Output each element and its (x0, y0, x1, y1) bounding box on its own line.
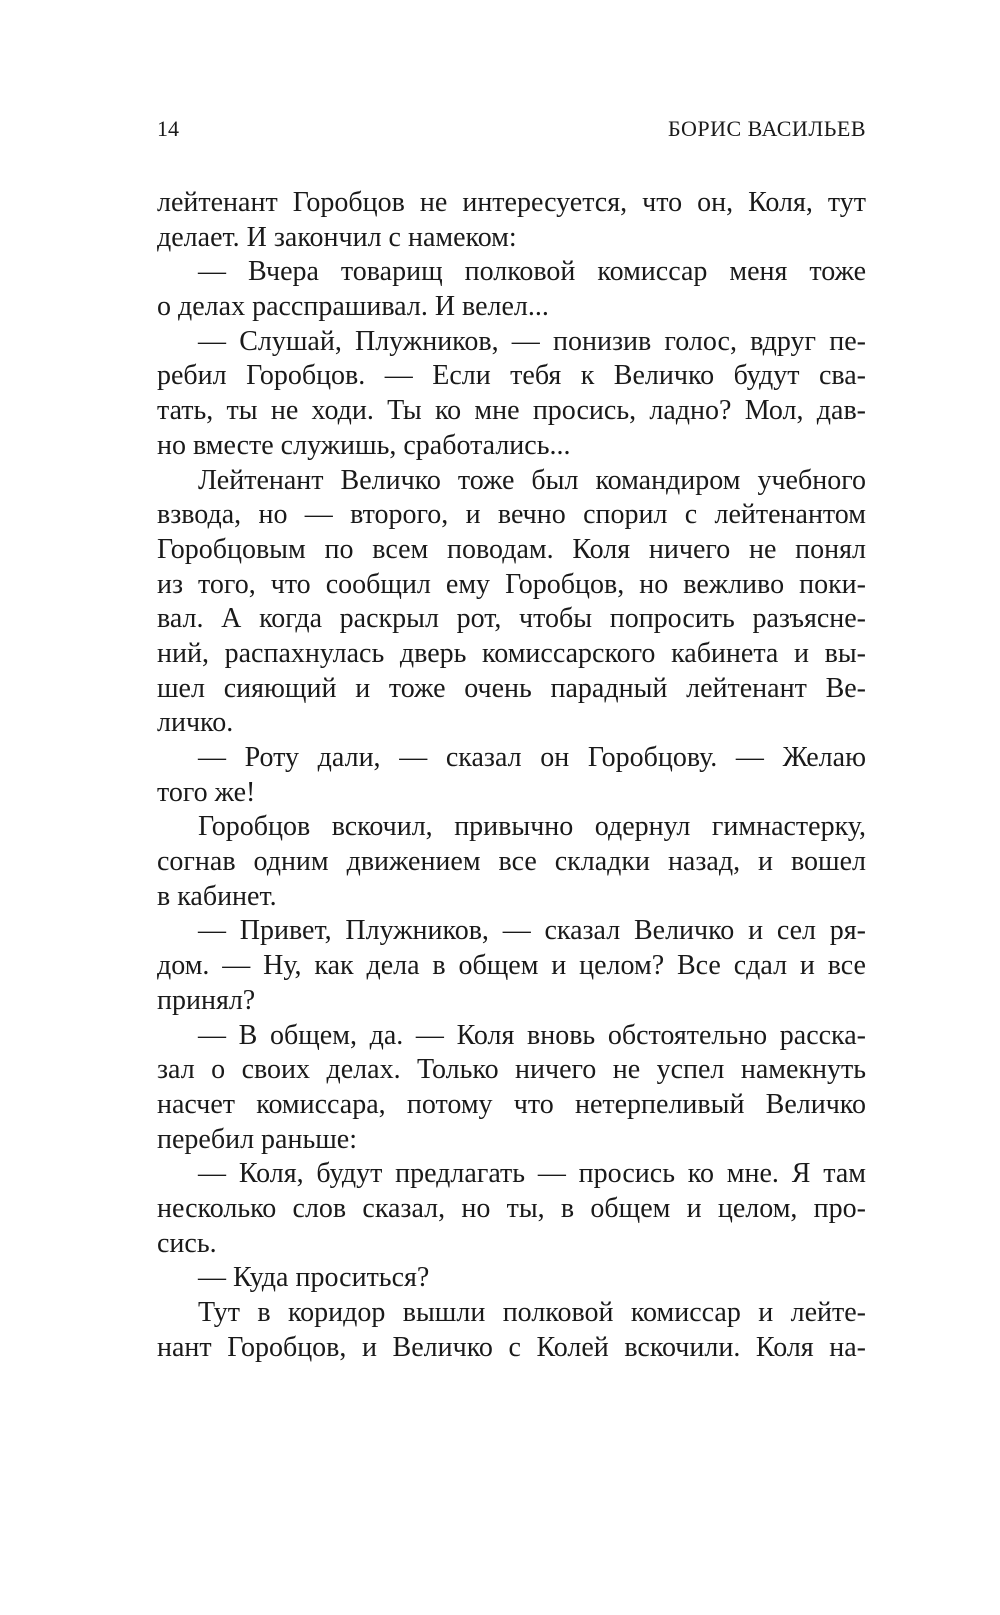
running-header (157, 116, 866, 150)
text-line: шел сияющий и тоже очень парадный лейтенант Ве- (157, 672, 866, 704)
page-number: 14 (157, 116, 179, 141)
text-line: Тут в коридор вышли полковой комиссар и лейте- (198, 1297, 866, 1328)
text-line: зал о своих делах. Только ничего не успел намекнуть (157, 1054, 866, 1086)
text-line: вал. А когда раскрыл рот, чтобы попросить разъясне- (157, 603, 866, 635)
text-line: — Вчера товарищ полковой комиссар меня тоже (198, 256, 866, 288)
text-line: делает. И закончил с намеком: (157, 221, 517, 253)
running-title-author: БОРИС ВАСИЛЬЕВ (668, 116, 866, 141)
text-line: дом. — Ну, как дела в общем и целом? Все сдал и все (157, 950, 866, 982)
text-line: из того, что сообщил ему Горобцов, но вежливо поки- (157, 568, 866, 600)
text-line: согнав одним движением все складки назад, и вошел (157, 846, 866, 878)
text-line: ребил Горобцов. — Если тебя к Величко будут сва- (157, 360, 866, 392)
text-line: но вместе служишь, сработались... (157, 429, 571, 461)
text-line: — Коля, будут предлагать — просись ко мне. Я там (198, 1158, 866, 1190)
text-line: взвода, но — второго, и вечно спорил с лейтенантом (157, 499, 866, 531)
text-line: — Привет, Плужников, — сказал Величко и сел ря- (198, 915, 866, 947)
text-line: ний, распахнулась дверь комиссарского кабинета и вы- (157, 637, 866, 669)
text-line: — В общем, да. — Коля вновь обстоятельно расска- (198, 1019, 866, 1051)
text-line: о делах расспрашивал. И велел... (157, 291, 549, 323)
text-line: перебил раньше: (157, 1123, 357, 1155)
text-line: того же! (157, 776, 256, 808)
text-line: сись. (157, 1227, 217, 1259)
text-line: тать, ты не ходи. Ты ко мне просись, ладно? Мол, дав- (157, 395, 866, 427)
text-line: в кабинет. (157, 880, 277, 912)
text-line: — Слушай, Плужников, — понизив голос, вдруг пе- (198, 325, 866, 357)
text-line: принял? (157, 984, 256, 1016)
text-line: насчет комиссара, потому что нетерпеливый Величко (157, 1088, 866, 1120)
text-line: — Роту дали, — сказал он Горобцову. — Желаю (198, 742, 866, 773)
text-line: Лейтенант Величко тоже был командиром учебного (198, 464, 866, 496)
text-line: нант Горобцов, и Величко с Колей вскочили. Коля на- (157, 1331, 866, 1363)
body-text (157, 186, 866, 1365)
text-line: лейтенант Горобцов не интересуется, что он, Коля, тут (157, 187, 866, 218)
text-line: Горобцов вскочил, привычно одернул гимнастерку, (198, 811, 866, 843)
text-line: несколько слов сказал, но ты, в общем и целом, про- (157, 1192, 866, 1224)
text-line: — Куда проситься? (198, 1262, 430, 1294)
text-line: Горобцовым по всем поводам. Коля ничего не понял (157, 533, 866, 565)
text-line: личко. (157, 707, 234, 739)
